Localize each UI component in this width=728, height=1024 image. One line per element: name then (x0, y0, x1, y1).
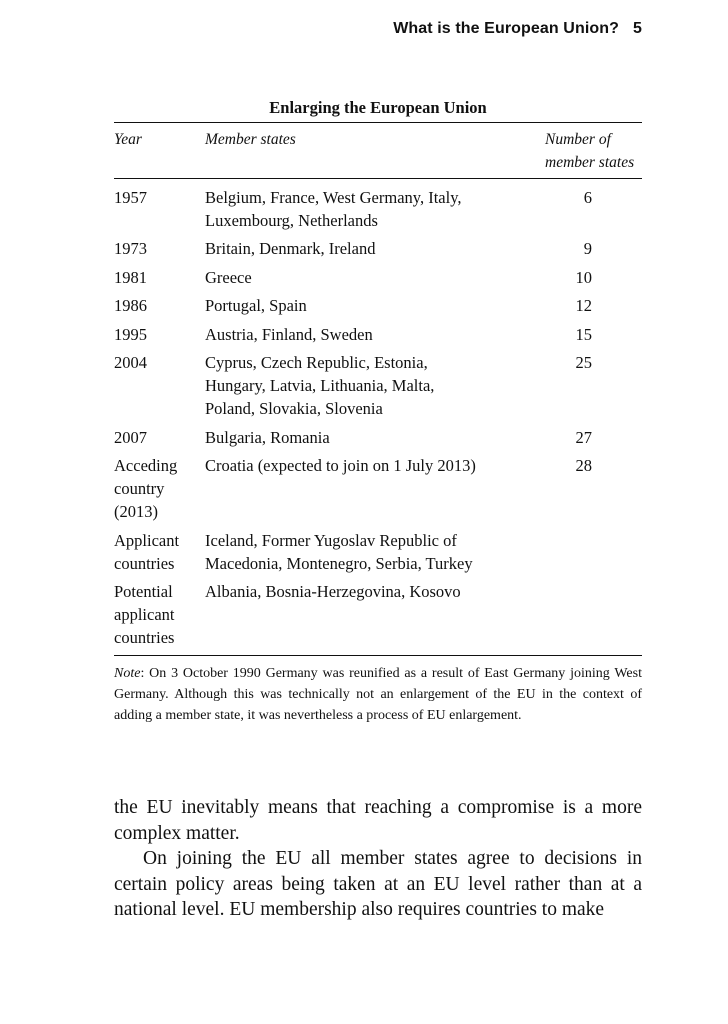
cell-year-line: 2004 (114, 353, 147, 372)
cell-member-states-line: Greece (205, 267, 252, 287)
table-row (114, 454, 642, 523)
cell-member-states (205, 529, 545, 575)
table-title: Enlarging the European Union (269, 98, 487, 117)
body-paragraph: On joining the EU all member states agree to decisions in certain policy areas being taken at an EU level rather than at a national level. EU membership also requires countries to make (114, 848, 642, 920)
cell-member-states-line: Croatia (expected to join on 1 July 2013) (205, 456, 476, 475)
cell-member-states-line: Britain, Denmark, Ireland (205, 239, 376, 258)
cell-member-states-line: Portugal, Spain (205, 296, 307, 315)
cell-year (114, 529, 205, 575)
table-row (114, 294, 642, 317)
table-row (114, 529, 642, 575)
header-member-states: Member states (205, 131, 296, 148)
body-paragraph: the EU inevitably means that reaching a compromise is a more complex matter. (114, 797, 642, 844)
cell-year-line: applicant (114, 605, 175, 624)
cell-member-states-line: Austria, Finland, Sweden (205, 324, 373, 344)
cell-year (114, 351, 205, 420)
cell-member-count: 28 (575, 456, 592, 475)
table-row (114, 266, 642, 289)
note-text: : On 3 October 1990 Germany was reunified as a result of East Germany joining West Germany. Although this was technically not an enlargement of the EU in the context of adding a member state, it was nevertheless a process of EU enlargement. (114, 666, 642, 723)
cell-member-count: 9 (583, 239, 592, 258)
header-year: Year (114, 131, 142, 148)
cell-year-line: 1986 (114, 296, 147, 315)
cell-year-line: (2013) (114, 502, 158, 521)
table-row (114, 351, 642, 420)
cell-year-line: Potential (114, 582, 173, 601)
cell-year (114, 323, 205, 346)
cell-year-line: countries (114, 553, 175, 573)
table-note (114, 663, 642, 726)
table-bottom-rule (114, 655, 642, 656)
cell-member-count (545, 580, 642, 649)
cell-year-line: 1973 (114, 239, 147, 258)
table-body (114, 179, 642, 649)
cell-year (114, 580, 205, 649)
table-row (114, 580, 642, 649)
cell-member-states-line: Macedonia, Montenegro, Serbia, Turkey (205, 553, 473, 573)
cell-member-states-line: Iceland, Former Yugoslav Republic of (205, 530, 457, 550)
cell-year-line: 1981 (114, 267, 147, 287)
cell-member-states-line: Cyprus, Czech Republic, Estonia, (205, 353, 428, 372)
cell-member-states (205, 266, 545, 289)
header-count-line-2: member states (545, 154, 635, 171)
cell-member-states-line: Albania, Bosnia-Herzegovina, Kosovo (205, 582, 461, 601)
table-row (114, 237, 642, 260)
cell-year-line: country (114, 479, 165, 498)
body-text (114, 795, 642, 923)
cell-member-states-line: Bulgaria, Romania (205, 427, 330, 447)
cell-year (114, 266, 205, 289)
table-header-row (114, 123, 642, 178)
cell-member-states-line: Poland, Slovakia, Slovenia (205, 399, 383, 418)
cell-year-line: 1957 (114, 187, 147, 207)
cell-year (114, 426, 205, 449)
cell-year (114, 454, 205, 523)
cell-year-line: Acceding (114, 456, 178, 475)
cell-year (114, 294, 205, 317)
cell-year-line: Applicant (114, 530, 180, 550)
running-head (393, 20, 642, 38)
cell-year-line: 1995 (114, 324, 147, 344)
cell-member-count: 12 (575, 296, 592, 315)
enlargement-table (114, 98, 642, 726)
note-label: Note (114, 666, 141, 681)
cell-member-count: 15 (575, 324, 592, 344)
cell-year-line: countries (114, 628, 175, 647)
cell-member-states (205, 426, 545, 449)
cell-member-states (205, 454, 545, 523)
page-number: 5 (633, 20, 642, 37)
cell-member-states (205, 351, 545, 420)
cell-member-states-line: Luxembourg, Netherlands (205, 210, 378, 230)
cell-year (114, 186, 205, 232)
cell-member-count: 25 (575, 353, 592, 372)
cell-year-line: 2007 (114, 427, 147, 447)
running-head-title: What is the European Union? (393, 20, 619, 37)
cell-member-count (545, 529, 642, 575)
table-row (114, 323, 642, 346)
cell-member-states-line: Hungary, Latvia, Lithuania, Malta, (205, 376, 435, 395)
cell-member-count: 10 (575, 267, 592, 287)
cell-member-states (205, 237, 545, 260)
cell-member-states (205, 580, 545, 649)
cell-year (114, 237, 205, 260)
table-row (114, 186, 642, 232)
header-number-of-member-states (545, 128, 642, 174)
cell-member-states (205, 294, 545, 317)
cell-member-count: 27 (575, 427, 592, 447)
cell-member-states-line: Belgium, France, West Germany, Italy, (205, 187, 462, 207)
header-count-line-1: Number of (545, 131, 611, 148)
cell-member-states (205, 323, 545, 346)
cell-member-count: 6 (583, 187, 592, 207)
table-row (114, 426, 642, 449)
cell-member-states (205, 186, 545, 232)
